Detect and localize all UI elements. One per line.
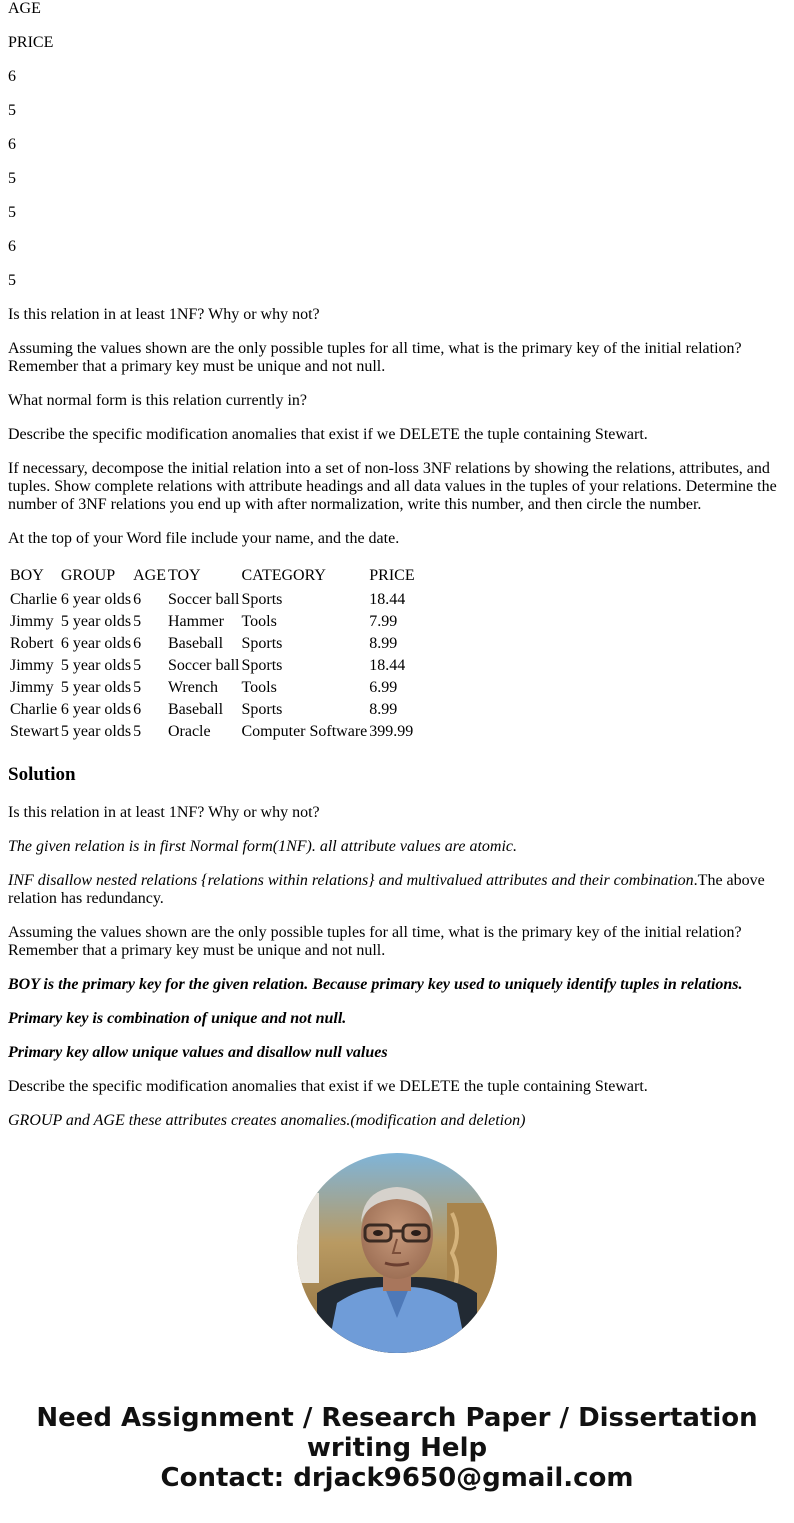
- cell-boy: Charlie: [10, 701, 58, 718]
- cell-price: 7.99: [369, 613, 398, 630]
- solution-question-primary-key: Assuming the values shown are the only possible tuples for all time, what is the primary key of the initial relation? Remember that a primary key must be unique and not null.: [8, 924, 742, 959]
- cell-age: 5: [133, 613, 142, 630]
- author-avatar: [297, 1153, 497, 1353]
- question-decompose: If necessary, decompose the initial relation into a set of non-loss 3NF relations by showing the relations, attributes, and tuples. Show complete relations with attribute headings and all data values in the tuples of your relations. Determine the number of 3NF relations you end up with after normalization, write this number, and then circle the number.: [8, 460, 777, 513]
- cell-boy: Charlie: [10, 591, 58, 608]
- cell-age: 5: [133, 679, 142, 696]
- cell-group: 6 year olds: [60, 591, 132, 608]
- cell-age: 6: [133, 591, 142, 608]
- cell-toy: Soccer ball: [167, 591, 240, 608]
- document-body: [8, 0, 786, 1146]
- orphan-value: 6: [8, 136, 16, 153]
- cell-category: Sports: [241, 635, 283, 652]
- orphan-value: 6: [8, 238, 16, 255]
- cell-toy: Oracle: [167, 723, 211, 740]
- cell-price: 8.99: [369, 701, 398, 718]
- promo-line-2: writing Help: [306, 1433, 488, 1463]
- orphan-header-age: AGE: [8, 0, 41, 17]
- cell-boy: Stewart: [10, 723, 59, 740]
- promo-banner: [0, 1403, 794, 1493]
- table-row: [10, 612, 415, 632]
- answer-1nf: The given relation is in first Normal form(1NF). all attribute values are atomic.: [8, 838, 518, 855]
- cell-age: 5: [133, 657, 142, 674]
- table-row: [10, 656, 415, 676]
- question-normal-form: What normal form is this relation currently in?: [8, 392, 308, 409]
- cell-group: 5 year olds: [60, 679, 132, 696]
- relation-table: [8, 564, 417, 744]
- solution-question-anomalies: Describe the specific modification anomalies that exist if we DELETE the tuple containing Stewart.: [8, 1078, 648, 1095]
- header-boy: BOY: [10, 567, 44, 584]
- answer-primary-key-rule: Primary key allow unique values and disallow null values: [8, 1044, 388, 1061]
- cell-price: 399.99: [369, 723, 414, 740]
- cell-toy: Wrench: [167, 679, 218, 696]
- cell-toy: Baseball: [167, 635, 224, 652]
- cell-group: 6 year olds: [60, 635, 132, 652]
- header-category: CATEGORY: [241, 567, 326, 584]
- table-row: [10, 722, 415, 742]
- header-age: AGE: [133, 567, 166, 584]
- table-row: [10, 700, 415, 720]
- header-group: GROUP: [60, 567, 116, 584]
- answer-primary-key-definition: Primary key is combination of unique and not null.: [8, 1010, 347, 1027]
- answer-1nf-detail: [8, 872, 786, 908]
- table-row: [10, 590, 415, 610]
- promo-line-1: Need Assignment / Research Paper / Dissertation: [36, 1403, 758, 1433]
- answer-1nf-detail-italic: INF disallow nested relations {relations within relations} and multivalued attributes and their combination: [8, 872, 694, 889]
- cell-group: 6 year olds: [60, 701, 132, 718]
- question-primary-key: Assuming the values shown are the only possible tuples for all time, what is the primary key of the initial relation? Remember that a primary key must be unique and not null.: [8, 340, 742, 375]
- cell-price: 6.99: [369, 679, 398, 696]
- orphan-value: 5: [8, 204, 16, 221]
- table-header-row: [10, 566, 415, 588]
- table-row: [10, 634, 415, 654]
- cell-category: Sports: [241, 701, 283, 718]
- question-anomalies: Describe the specific modification anomalies that exist if we DELETE the tuple containing Stewart.: [8, 426, 648, 443]
- cell-age: 6: [133, 635, 142, 652]
- cell-toy: Baseball: [167, 701, 224, 718]
- answer-1nf-detail-rest: .The above relation has redundancy.: [8, 872, 765, 907]
- cell-price: 8.99: [369, 635, 398, 652]
- cell-boy: Jimmy: [10, 679, 54, 696]
- answer-primary-key: BOY is the primary key for the given relation. Because primary key used to uniquely identify tuples in relations.: [8, 976, 743, 993]
- cell-category: Tools: [241, 679, 277, 696]
- cell-group: 5 year olds: [60, 723, 132, 740]
- cell-toy: Soccer ball: [167, 657, 240, 674]
- cell-age: 5: [133, 723, 142, 740]
- header-price: PRICE: [369, 567, 415, 584]
- avatar-portrait-image: [297, 1153, 497, 1353]
- table-row: [10, 678, 415, 698]
- cell-category: Tools: [241, 613, 277, 630]
- cell-toy: Hammer: [167, 613, 224, 630]
- cell-group: 5 year olds: [60, 613, 132, 630]
- cell-boy: Jimmy: [10, 613, 54, 630]
- promo-contact: Contact: drjack9650@gmail.com: [160, 1463, 634, 1493]
- orphan-header-price: PRICE: [8, 34, 54, 51]
- orphan-value: 5: [8, 102, 16, 119]
- solution-heading: Solution: [8, 764, 76, 785]
- question-1nf: Is this relation in at least 1NF? Why or why not?: [8, 306, 320, 323]
- cell-age: 6: [133, 701, 142, 718]
- cell-price: 18.44: [369, 591, 406, 608]
- solution-question-1nf: Is this relation in at least 1NF? Why or why not?: [8, 804, 320, 821]
- cell-category: Sports: [241, 657, 283, 674]
- cell-boy: Robert: [10, 635, 54, 652]
- orphan-value: 5: [8, 170, 16, 187]
- header-toy: TOY: [167, 567, 201, 584]
- cell-category: Sports: [241, 591, 283, 608]
- cell-group: 5 year olds: [60, 657, 132, 674]
- answer-anomalies: GROUP and AGE these attributes creates anomalies.(modification and deletion): [8, 1112, 526, 1129]
- orphan-value: 5: [8, 272, 16, 289]
- cell-price: 18.44: [369, 657, 406, 674]
- orphan-value: 6: [8, 68, 16, 85]
- question-word-file: At the top of your Word file include your name, and the date.: [8, 530, 400, 547]
- cell-category: Computer Software: [241, 723, 368, 740]
- cell-boy: Jimmy: [10, 657, 54, 674]
